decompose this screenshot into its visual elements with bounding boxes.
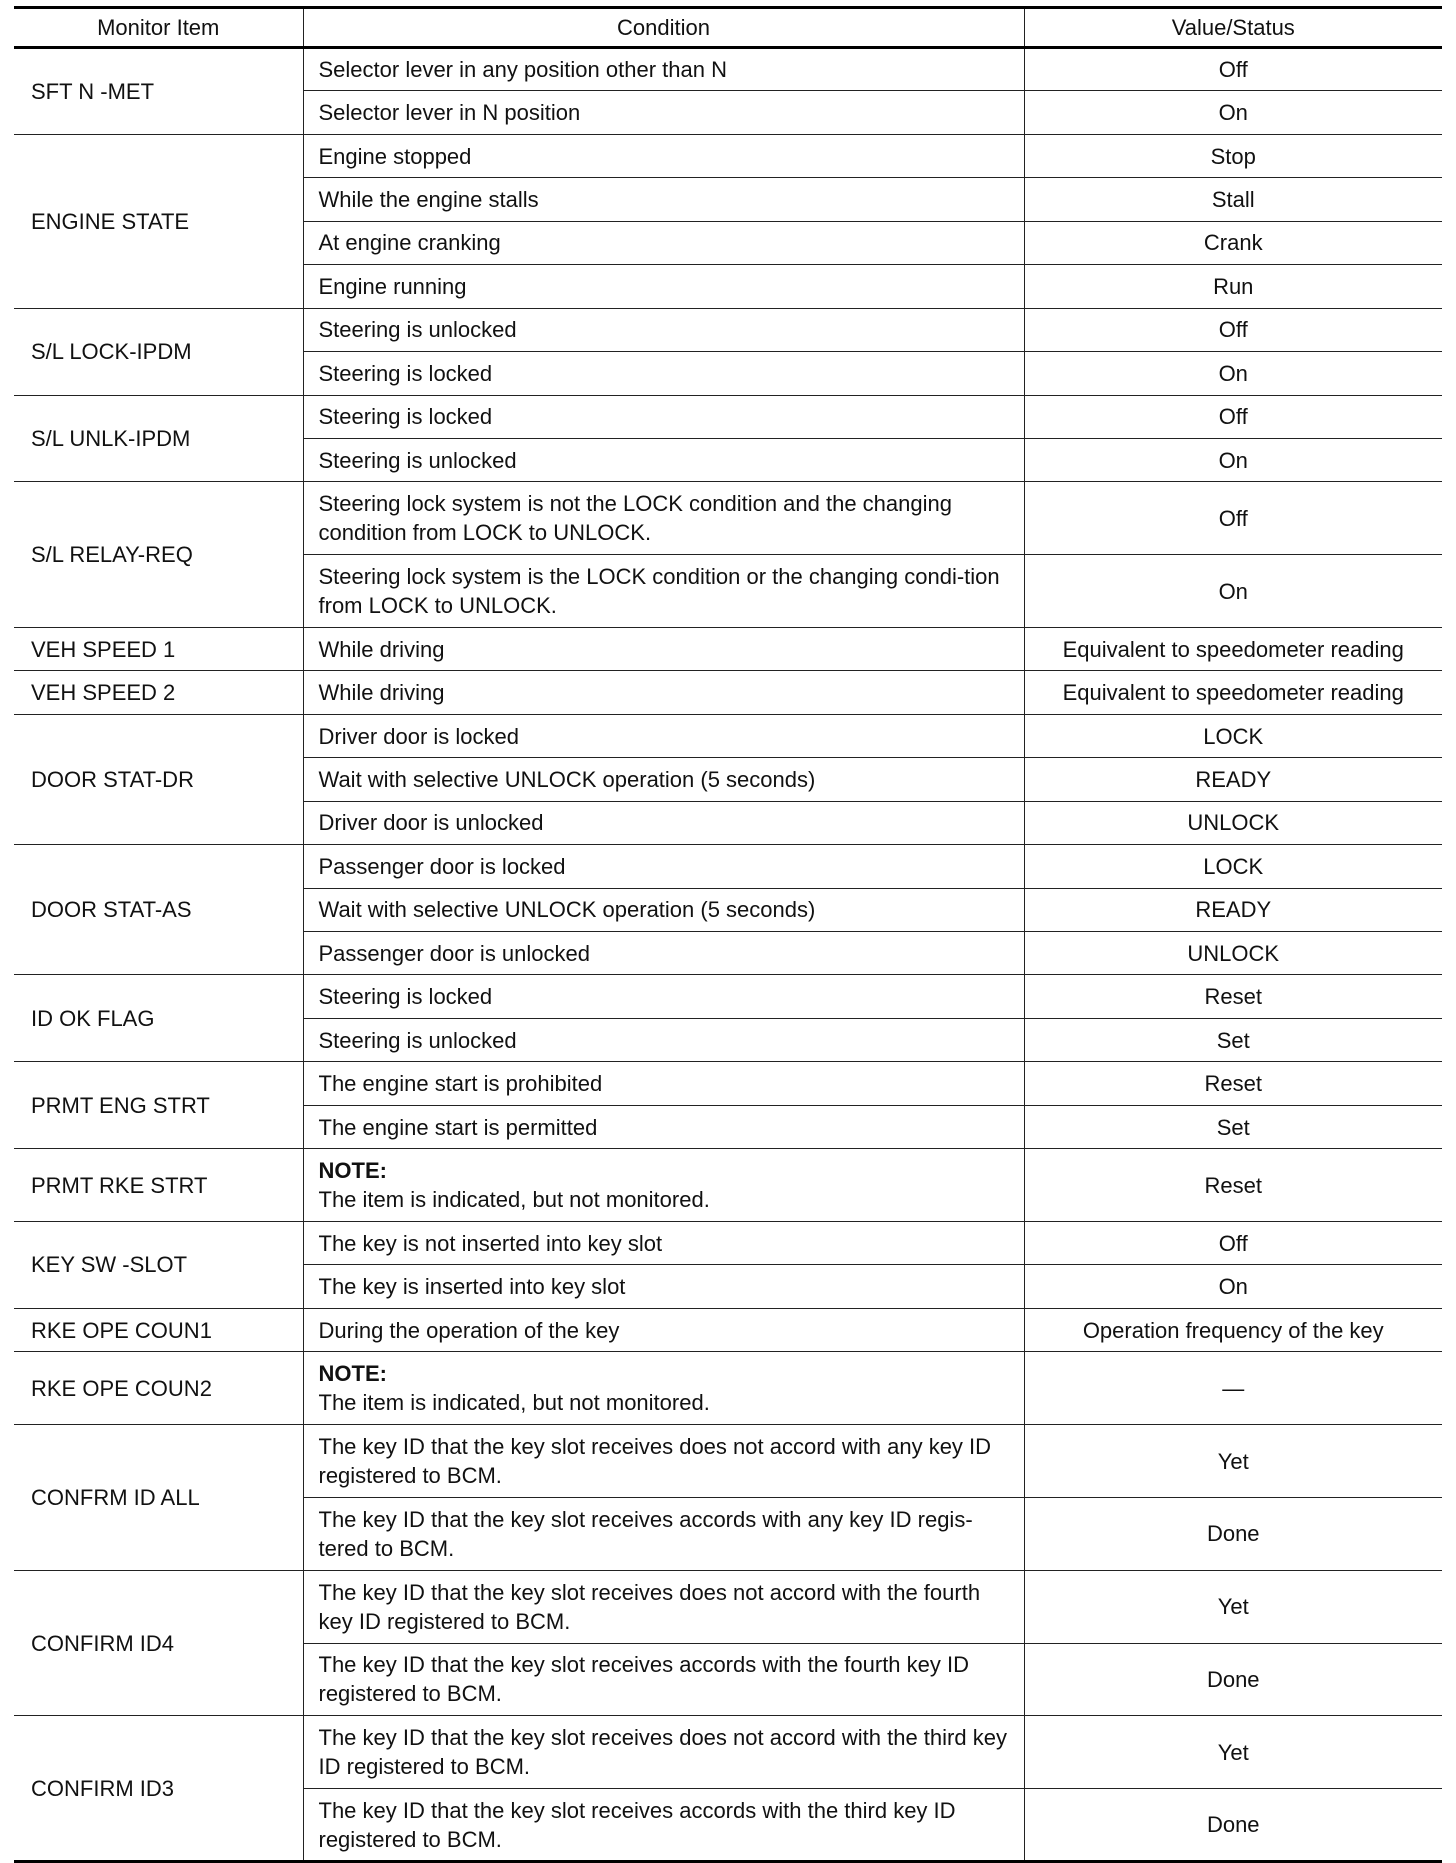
monitor-table xyxy=(14,6,1442,1863)
value-status-cell: Yet xyxy=(1024,1716,1442,1789)
condition-cell: The key ID that the key slot receives accords with the fourth key ID registered to BCM. xyxy=(303,1643,1024,1716)
condition-cell: Selector lever in any position other than N xyxy=(303,48,1024,91)
value-status-cell: Reset xyxy=(1024,1149,1442,1222)
table-header xyxy=(14,8,1442,48)
condition-cell: During the operation of the key xyxy=(303,1308,1024,1351)
value-status-cell: — xyxy=(1024,1352,1442,1425)
note-label: NOTE: xyxy=(318,1158,387,1184)
value-status-cell: Equivalent to speedometer reading xyxy=(1024,627,1442,670)
value-status-cell: Crank xyxy=(1024,221,1442,264)
value-status-cell: Set xyxy=(1024,1018,1442,1061)
table-row xyxy=(14,48,1442,91)
condition-cell: While driving xyxy=(303,671,1024,714)
value-status-cell: Done xyxy=(1024,1497,1442,1570)
value-status-cell: On xyxy=(1024,352,1442,395)
condition-cell: Steering lock system is not the LOCK condition and the changing condition from LOCK to UNLOCK. xyxy=(303,482,1024,555)
table-row xyxy=(14,1425,1442,1498)
value-status-cell: READY xyxy=(1024,888,1442,931)
condition-cell: At engine cranking xyxy=(303,221,1024,264)
value-status-cell: Done xyxy=(1024,1643,1442,1716)
condition-cell: Steering is unlocked xyxy=(303,438,1024,481)
condition-cell: Wait with selective UNLOCK operation (5 seconds) xyxy=(303,758,1024,801)
value-status-cell: LOCK xyxy=(1024,845,1442,888)
condition-cell: The engine start is prohibited xyxy=(303,1062,1024,1105)
table-row xyxy=(14,714,1442,757)
table-row xyxy=(14,482,1442,555)
header-value-status: Value/Status xyxy=(1024,8,1442,48)
header-row xyxy=(14,8,1442,48)
condition-cell xyxy=(303,1352,1024,1425)
monitor-item-cell: ID OK FLAG xyxy=(14,975,303,1062)
monitor-item-cell: RKE OPE COUN2 xyxy=(14,1352,303,1425)
value-status-cell: On xyxy=(1024,438,1442,481)
value-status-cell: On xyxy=(1024,91,1442,134)
table-row xyxy=(14,1149,1442,1222)
header-condition: Condition xyxy=(303,8,1024,48)
header-monitor-item: Monitor Item xyxy=(14,8,303,48)
condition-cell: The engine start is permitted xyxy=(303,1105,1024,1148)
value-status-cell: On xyxy=(1024,555,1442,628)
condition-cell: Steering is unlocked xyxy=(303,1018,1024,1061)
monitor-item-cell: S/L RELAY-REQ xyxy=(14,482,303,628)
value-status-cell: READY xyxy=(1024,758,1442,801)
value-status-cell: Stall xyxy=(1024,178,1442,221)
condition-cell: Driver door is locked xyxy=(303,714,1024,757)
value-status-cell: On xyxy=(1024,1265,1442,1308)
value-status-cell: Done xyxy=(1024,1789,1442,1862)
table-row xyxy=(14,1062,1442,1105)
value-status-cell: Reset xyxy=(1024,1062,1442,1105)
monitor-item-cell: KEY SW -SLOT xyxy=(14,1222,303,1309)
table-row xyxy=(14,671,1442,714)
table-row xyxy=(14,1716,1442,1789)
condition-cell: The key is not inserted into key slot xyxy=(303,1222,1024,1265)
monitor-item-cell: RKE OPE COUN1 xyxy=(14,1308,303,1351)
table-row xyxy=(14,395,1442,438)
monitor-item-cell: S/L UNLK-IPDM xyxy=(14,395,303,482)
value-status-cell: LOCK xyxy=(1024,714,1442,757)
monitor-item-cell: DOOR STAT-AS xyxy=(14,845,303,975)
value-status-cell: Off xyxy=(1024,395,1442,438)
table-row xyxy=(14,308,1442,351)
note-text: The item is indicated, but not monitored. xyxy=(318,1187,710,1213)
table-row xyxy=(14,134,1442,177)
monitor-item-cell: VEH SPEED 1 xyxy=(14,627,303,670)
value-status-cell: Yet xyxy=(1024,1425,1442,1498)
monitor-item-cell: ENGINE STATE xyxy=(14,134,303,308)
value-status-cell: Yet xyxy=(1024,1570,1442,1643)
condition-cell: Wait with selective UNLOCK operation (5 seconds) xyxy=(303,888,1024,931)
condition-cell: The key is inserted into key slot xyxy=(303,1265,1024,1308)
condition-cell: The key ID that the key slot receives does not accord with any key ID registered to BCM. xyxy=(303,1425,1024,1498)
condition-cell: While the engine stalls xyxy=(303,178,1024,221)
monitor-item-cell: CONFRM ID ALL xyxy=(14,1425,303,1571)
condition-cell: Driver door is unlocked xyxy=(303,801,1024,844)
value-status-cell: UNLOCK xyxy=(1024,801,1442,844)
note-text: The item is indicated, but not monitored. xyxy=(318,1390,710,1416)
value-status-cell: Operation frequency of the key xyxy=(1024,1308,1442,1351)
value-status-cell: Off xyxy=(1024,308,1442,351)
condition-cell: Engine stopped xyxy=(303,134,1024,177)
value-status-cell: Stop xyxy=(1024,134,1442,177)
table-row xyxy=(14,627,1442,670)
condition-cell: The key ID that the key slot receives does not accord with the fourth key ID registered to BCM. xyxy=(303,1570,1024,1643)
table-row xyxy=(14,845,1442,888)
monitor-item-cell: S/L LOCK-IPDM xyxy=(14,308,303,395)
table-row xyxy=(14,975,1442,1018)
value-status-cell: Off xyxy=(1024,1222,1442,1265)
table-row xyxy=(14,1352,1442,1425)
condition-cell: Passenger door is locked xyxy=(303,845,1024,888)
value-status-cell: UNLOCK xyxy=(1024,932,1442,975)
table-body xyxy=(14,48,1442,1862)
condition-cell: Selector lever in N position xyxy=(303,91,1024,134)
condition-cell: While driving xyxy=(303,627,1024,670)
value-status-cell: Run xyxy=(1024,265,1442,308)
table-row xyxy=(14,1222,1442,1265)
value-status-cell: Set xyxy=(1024,1105,1442,1148)
table-row xyxy=(14,1570,1442,1643)
monitor-item-cell: SFT N -MET xyxy=(14,48,303,135)
condition-cell: The key ID that the key slot receives accords with the third key ID registered to BCM. xyxy=(303,1789,1024,1862)
monitor-item-cell: CONFIRM ID3 xyxy=(14,1716,303,1862)
condition-cell: Steering lock system is the LOCK condition or the changing condi-tion from LOCK to UNLOCK. xyxy=(303,555,1024,628)
monitor-item-cell: PRMT ENG STRT xyxy=(14,1062,303,1149)
monitor-item-cell: DOOR STAT-DR xyxy=(14,714,303,844)
monitor-item-cell: PRMT RKE STRT xyxy=(14,1149,303,1222)
value-status-cell: Off xyxy=(1024,482,1442,555)
condition-cell: Steering is unlocked xyxy=(303,308,1024,351)
table-row xyxy=(14,1308,1442,1351)
monitor-item-cell: CONFIRM ID4 xyxy=(14,1570,303,1716)
condition-cell: The key ID that the key slot receives does not accord with the third key ID registered to BCM. xyxy=(303,1716,1024,1789)
value-status-cell: Reset xyxy=(1024,975,1442,1018)
condition-cell: Passenger door is unlocked xyxy=(303,932,1024,975)
condition-cell: Engine running xyxy=(303,265,1024,308)
note-label: NOTE: xyxy=(318,1361,387,1387)
condition-cell xyxy=(303,1149,1024,1222)
condition-cell: Steering is locked xyxy=(303,395,1024,438)
condition-cell: Steering is locked xyxy=(303,352,1024,395)
condition-cell: The key ID that the key slot receives accords with any key ID regis-tered to BCM. xyxy=(303,1497,1024,1570)
monitor-item-cell: VEH SPEED 2 xyxy=(14,671,303,714)
value-status-cell: Off xyxy=(1024,48,1442,91)
condition-cell: Steering is locked xyxy=(303,975,1024,1018)
value-status-cell: Equivalent to speedometer reading xyxy=(1024,671,1442,714)
